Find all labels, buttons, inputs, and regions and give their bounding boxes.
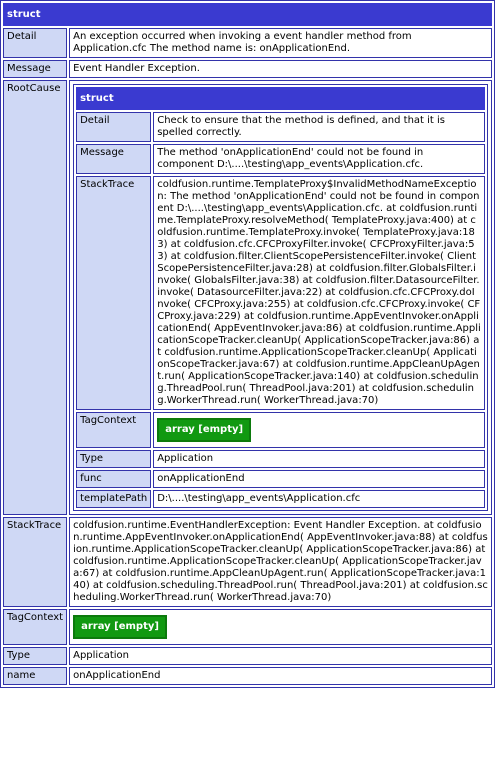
- rc-value-func: onApplicationEnd: [153, 470, 485, 488]
- row-name: [3, 667, 492, 685]
- rc-key-stacktrace[interactable]: StackTrace: [76, 176, 151, 410]
- rc-row-templatepath: [76, 490, 485, 508]
- row-tagcontext: [3, 609, 492, 645]
- rc-key-detail[interactable]: Detail: [76, 112, 151, 142]
- row-detail: [3, 28, 492, 58]
- rc-row-message: [76, 144, 485, 174]
- rc-key-message[interactable]: Message: [76, 144, 151, 174]
- rc-key-type[interactable]: Type: [76, 450, 151, 468]
- value-message: Event Handler Exception.: [69, 60, 492, 78]
- row-stacktrace: [3, 517, 492, 607]
- rootcause-struct-header[interactable]: struct: [76, 87, 485, 110]
- row-rootcause: [3, 80, 492, 515]
- struct-header[interactable]: struct: [3, 3, 492, 26]
- key-detail[interactable]: Detail: [3, 28, 67, 58]
- rc-row-detail: [76, 112, 485, 142]
- row-type: [3, 647, 492, 665]
- key-tagcontext[interactable]: TagContext: [3, 609, 67, 645]
- rootcause-struct: [73, 84, 488, 511]
- value-name: onApplicationEnd: [69, 667, 492, 685]
- key-name[interactable]: name: [3, 667, 67, 685]
- rc-value-message: The method 'onApplicationEnd' could not be found in component D:\....\testing\app_events\Application.cfc.: [153, 144, 485, 174]
- rc-row-type: [76, 450, 485, 468]
- rc-value-tagcontext: [153, 412, 485, 448]
- struct-header-row: [3, 3, 492, 26]
- row-message: [3, 60, 492, 78]
- array-empty-badge[interactable]: array [empty]: [157, 418, 251, 442]
- array-empty-badge[interactable]: array [empty]: [73, 615, 167, 639]
- rc-key-func[interactable]: func: [76, 470, 151, 488]
- key-message[interactable]: Message: [3, 60, 67, 78]
- value-tagcontext: [69, 609, 492, 645]
- value-stacktrace: coldfusion.runtime.EventHandlerException: Event Handler Exception. at coldfusion.runtime.AppEventInvoker.onApplicationEnd( AppEventInvoker.java:88) at coldfusion.runtime.ApplicationScopeTracker.cleanUp( ApplicationScopeTracker.java:86) at coldfusion.runtime.ApplicationScopeTracker.cleanUp( ApplicationScopeTracker.java:67) at coldfusion.runtime.AppCleanUpAgent.run( ApplicationScopeTracker.java:140) at coldfusion.scheduling.ThreadPool.run( ThreadPool.java:201) at coldfusion.scheduling.WorkerThread.run( WorkerThread.java:70): [69, 517, 492, 607]
- rc-row-func: [76, 470, 485, 488]
- rc-value-detail: Check to ensure that the method is defined, and that it is spelled correctly.: [153, 112, 485, 142]
- value-rootcause: [69, 80, 492, 515]
- value-detail: An exception occurred when invoking a event handler method from Application.cfc The method name is: onApplicationEnd.: [69, 28, 492, 58]
- rc-value-templatepath: D:\....\testing\app_events\Application.cfc: [153, 490, 485, 508]
- key-stacktrace[interactable]: StackTrace: [3, 517, 67, 607]
- rootcause-header-row: [76, 87, 485, 110]
- rc-row-tagcontext: [76, 412, 485, 448]
- rc-key-tagcontext[interactable]: TagContext: [76, 412, 151, 448]
- value-type: Application: [69, 647, 492, 665]
- key-type[interactable]: Type: [3, 647, 67, 665]
- key-rootcause[interactable]: RootCause: [3, 80, 67, 515]
- rc-row-stacktrace: [76, 176, 485, 410]
- rc-value-type: Application: [153, 450, 485, 468]
- rc-key-templatepath[interactable]: templatePath: [76, 490, 151, 508]
- rc-value-stacktrace: coldfusion.runtime.TemplateProxy$InvalidMethodNameException: The method 'onApplicationEnd' could not be found in component D:\....\testing\app_events\Application.cfc. at coldfusion.runtime.TemplateProxy.resolveMethod( TemplateProxy.java:400) at coldfusion.runtime.TemplateProxy.invoke( TemplateProxy.java:183) at coldfusion.cfc.CFCProxyFilter.invoke( CFCProxyFilter.java:53) at coldfusion.filter.ClientScopePersistenceFilter.invoke( ClientScopePersistenceFilter.java:28) at coldfusion.filter.GlobalsFilter.invoke( GlobalsFilter.java:38) at coldfusion.filter.DatasourceFilter.invoke( DatasourceFilter.java:22) at coldfusion.cfc.CFCProxy.doInvoke( CFCProxy.java:255) at coldfusion.cfc.CFCProxy.invoke( CFCProxy.java:229) at coldfusion.runtime.AppEventInvoker.onApplicationEnd( AppEventInvoker.java:86) at coldfusion.runtime.ApplicationScopeTracker.cleanUp( ApplicationScopeTracker.java:86) at coldfusion.runtime.ApplicationScopeTracker.cleanUp( ApplicationScopeTracker.java:67) at coldfusion.runtime.AppCleanUpAgent.run( ApplicationScopeTracker.java:140) at coldfusion.scheduling.ThreadPool.run( ThreadPool.java:201) at coldfusion.scheduling.WorkerThread.run( WorkerThread.java:70): [153, 176, 485, 410]
